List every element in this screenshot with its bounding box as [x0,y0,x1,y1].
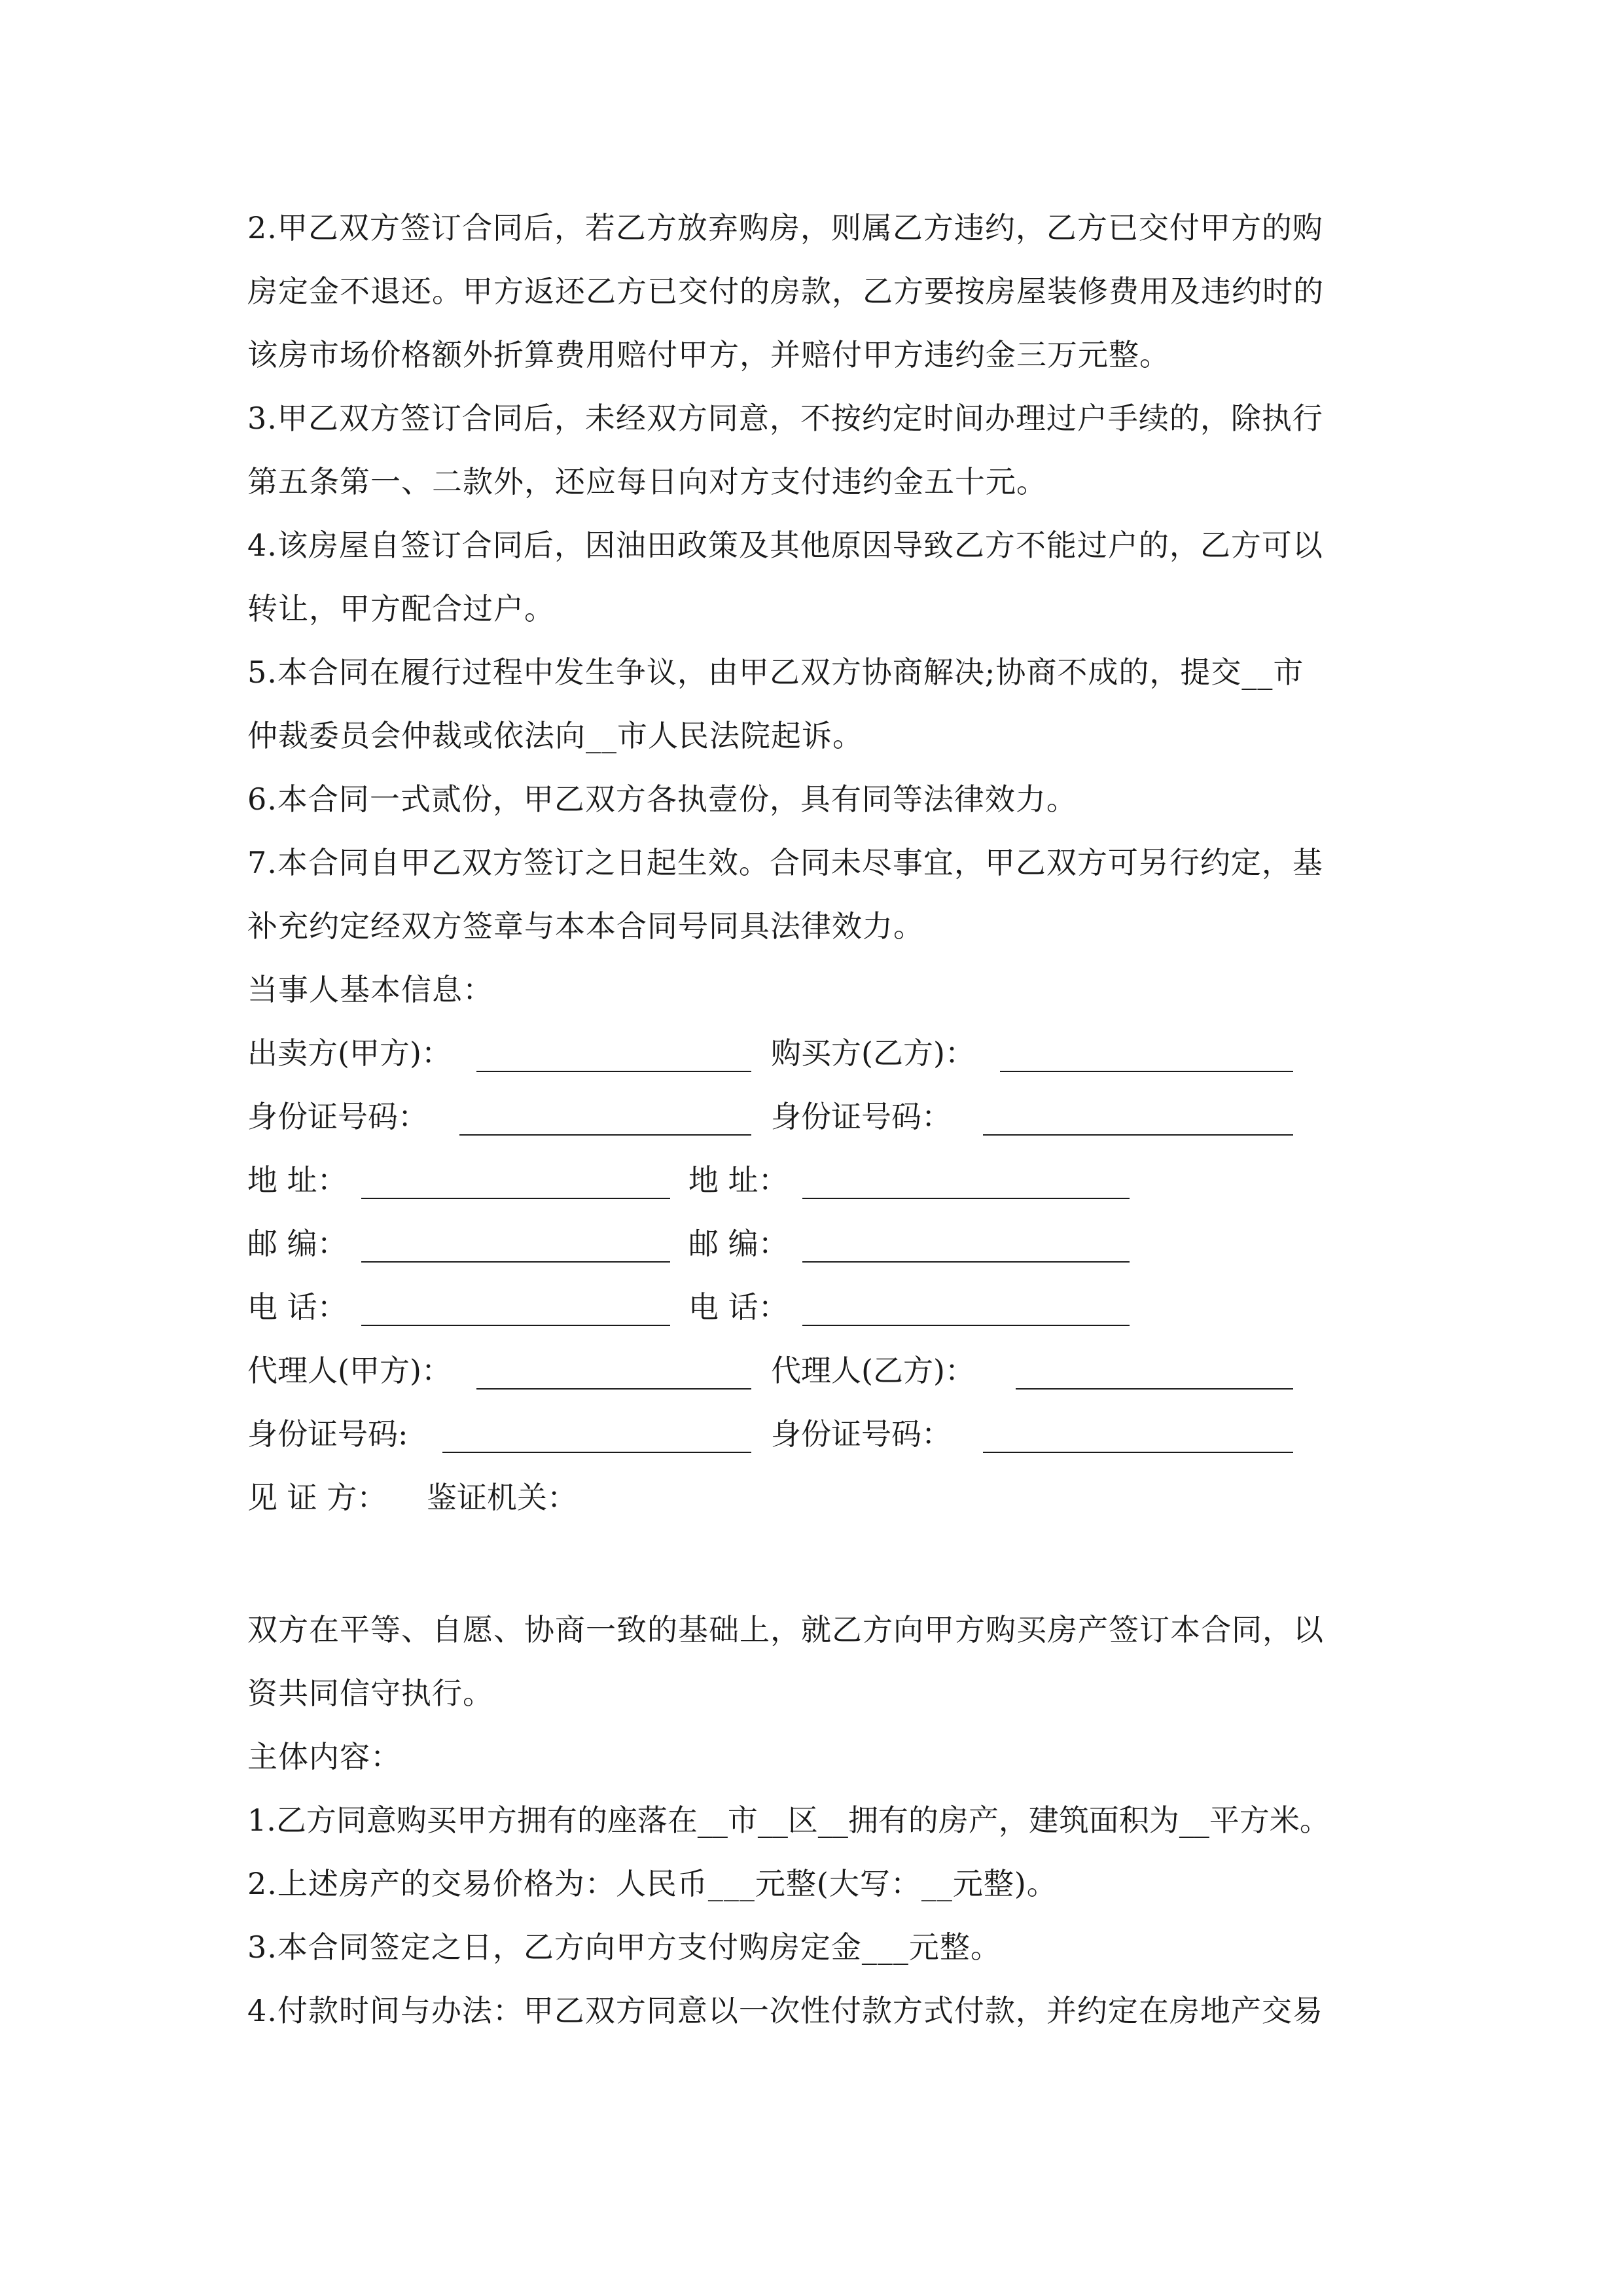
seller-input-line[interactable] [476,1071,751,1072]
clause-2-line-1: 2.甲乙双方签订合同后，若乙方放弃购房，则属乙方违约，乙方已交付甲方的购 [247,210,1323,245]
clause-4-line-1: 4.该房屋自签订合同后，因油田政策及其他原因导致乙方不能过户的，乙方可以 [247,528,1323,563]
buyer-address-input-line[interactable] [802,1198,1130,1199]
intro-line-2: 资共同信守执行。 [247,1676,493,1711]
buyer-input-line[interactable] [1000,1071,1293,1072]
clause-7-line-1: 7.本合同自甲乙双方签订之日起生效。合同未尽事宜，甲乙双方可另行约定，基 [247,845,1323,880]
clause-2-line-3: 该房市场价格额外折算费用赔付甲方，并赔付甲方违约金三万元整。 [247,337,1170,372]
buyer-id-input-line[interactable] [983,1134,1293,1136]
witness-label: 见 证 方： [247,1480,387,1515]
clause-3-line-1: 3.甲乙双方签订合同后，未经双方同意，不按约定时间办理过户手续的，除执行 [247,401,1323,436]
seller-phone-input-line[interactable] [361,1325,670,1326]
clause-5-line-1: 5.本合同在履行过程中发生争议，由甲乙双方协商解决;协商不成的，提交__市 [247,655,1304,690]
main-clause-2: 2.上述房产的交易价格为：人民币___元整(大写：__元整)。 [247,1866,1058,1901]
buyer-phone-label: 电 话： [688,1289,789,1325]
buyer-label: 购买方(乙方)： [771,1035,975,1071]
seller-address-label: 地 址： [247,1162,348,1198]
seller-postcode-input-line[interactable] [361,1261,670,1263]
buyer-postcode-input-line[interactable] [802,1261,1130,1263]
seller-phone-label: 电 话： [247,1289,348,1325]
buyer-address-label: 地 址： [688,1162,789,1198]
seller-agent-input-line[interactable] [476,1388,751,1390]
intro-line-1: 双方在平等、自愿、协商一致的基础上，就乙方向甲方购买房产签订本合同，以 [247,1612,1324,1647]
main-heading: 主体内容： [247,1739,401,1774]
seller-address-input-line[interactable] [361,1198,670,1199]
main-clause-4: 4.付款时间与办法：甲乙双方同意以一次性付款方式付款，并约定在房地产交易 [247,1993,1323,2028]
clause-6-line-1: 6.本合同一式贰份，甲乙双方各执壹份，具有同等法律效力。 [247,781,1077,817]
buyer-agent-id-input-line[interactable] [983,1452,1293,1453]
authority-label: 鉴证机关： [427,1480,577,1515]
main-clause-3: 3.本合同签定之日，乙方向甲方支付购房定金___元整。 [247,1929,1001,1965]
buyer-agent-id-label: 身份证号码： [771,1416,952,1452]
main-clause-1: 1.乙方同意购买甲方拥有的座落在__市__区__拥有的房产，建筑面积为__平方米。 [247,1803,1330,1838]
seller-label: 出卖方(甲方)： [247,1035,452,1071]
clause-7-line-2: 补充约定经双方签章与本本合同号同具法律效力。 [247,908,924,944]
buyer-agent-label: 代理人(乙方)： [771,1353,975,1388]
clause-3-line-2: 第五条第一、二款外，还应每日向对方支付违约金五十元。 [247,464,1047,499]
buyer-agent-input-line[interactable] [1016,1388,1293,1390]
clause-2-line-2: 房定金不退还。甲方返还乙方已交付的房款，乙方要按房屋装修费用及违约时的 [247,274,1324,309]
buyer-id-label: 身份证号码： [771,1099,952,1134]
buyer-phone-input-line[interactable] [802,1325,1130,1326]
seller-agent-id-input-line[interactable] [442,1452,751,1453]
buyer-postcode-label: 邮 编： [688,1226,789,1261]
clause-4-line-2: 转让，甲方配合过户。 [247,591,555,626]
parties-heading: 当事人基本信息： [247,972,493,1007]
seller-agent-id-label: 身份证号码: [247,1416,408,1452]
clause-5-line-2: 仲裁委员会仲裁或依法向__市人民法院起诉。 [247,718,863,753]
seller-id-label: 身份证号码： [247,1099,428,1134]
seller-postcode-label: 邮 编： [247,1226,348,1261]
seller-agent-label: 代理人(甲方)： [247,1353,452,1388]
seller-id-input-line[interactable] [459,1134,751,1136]
